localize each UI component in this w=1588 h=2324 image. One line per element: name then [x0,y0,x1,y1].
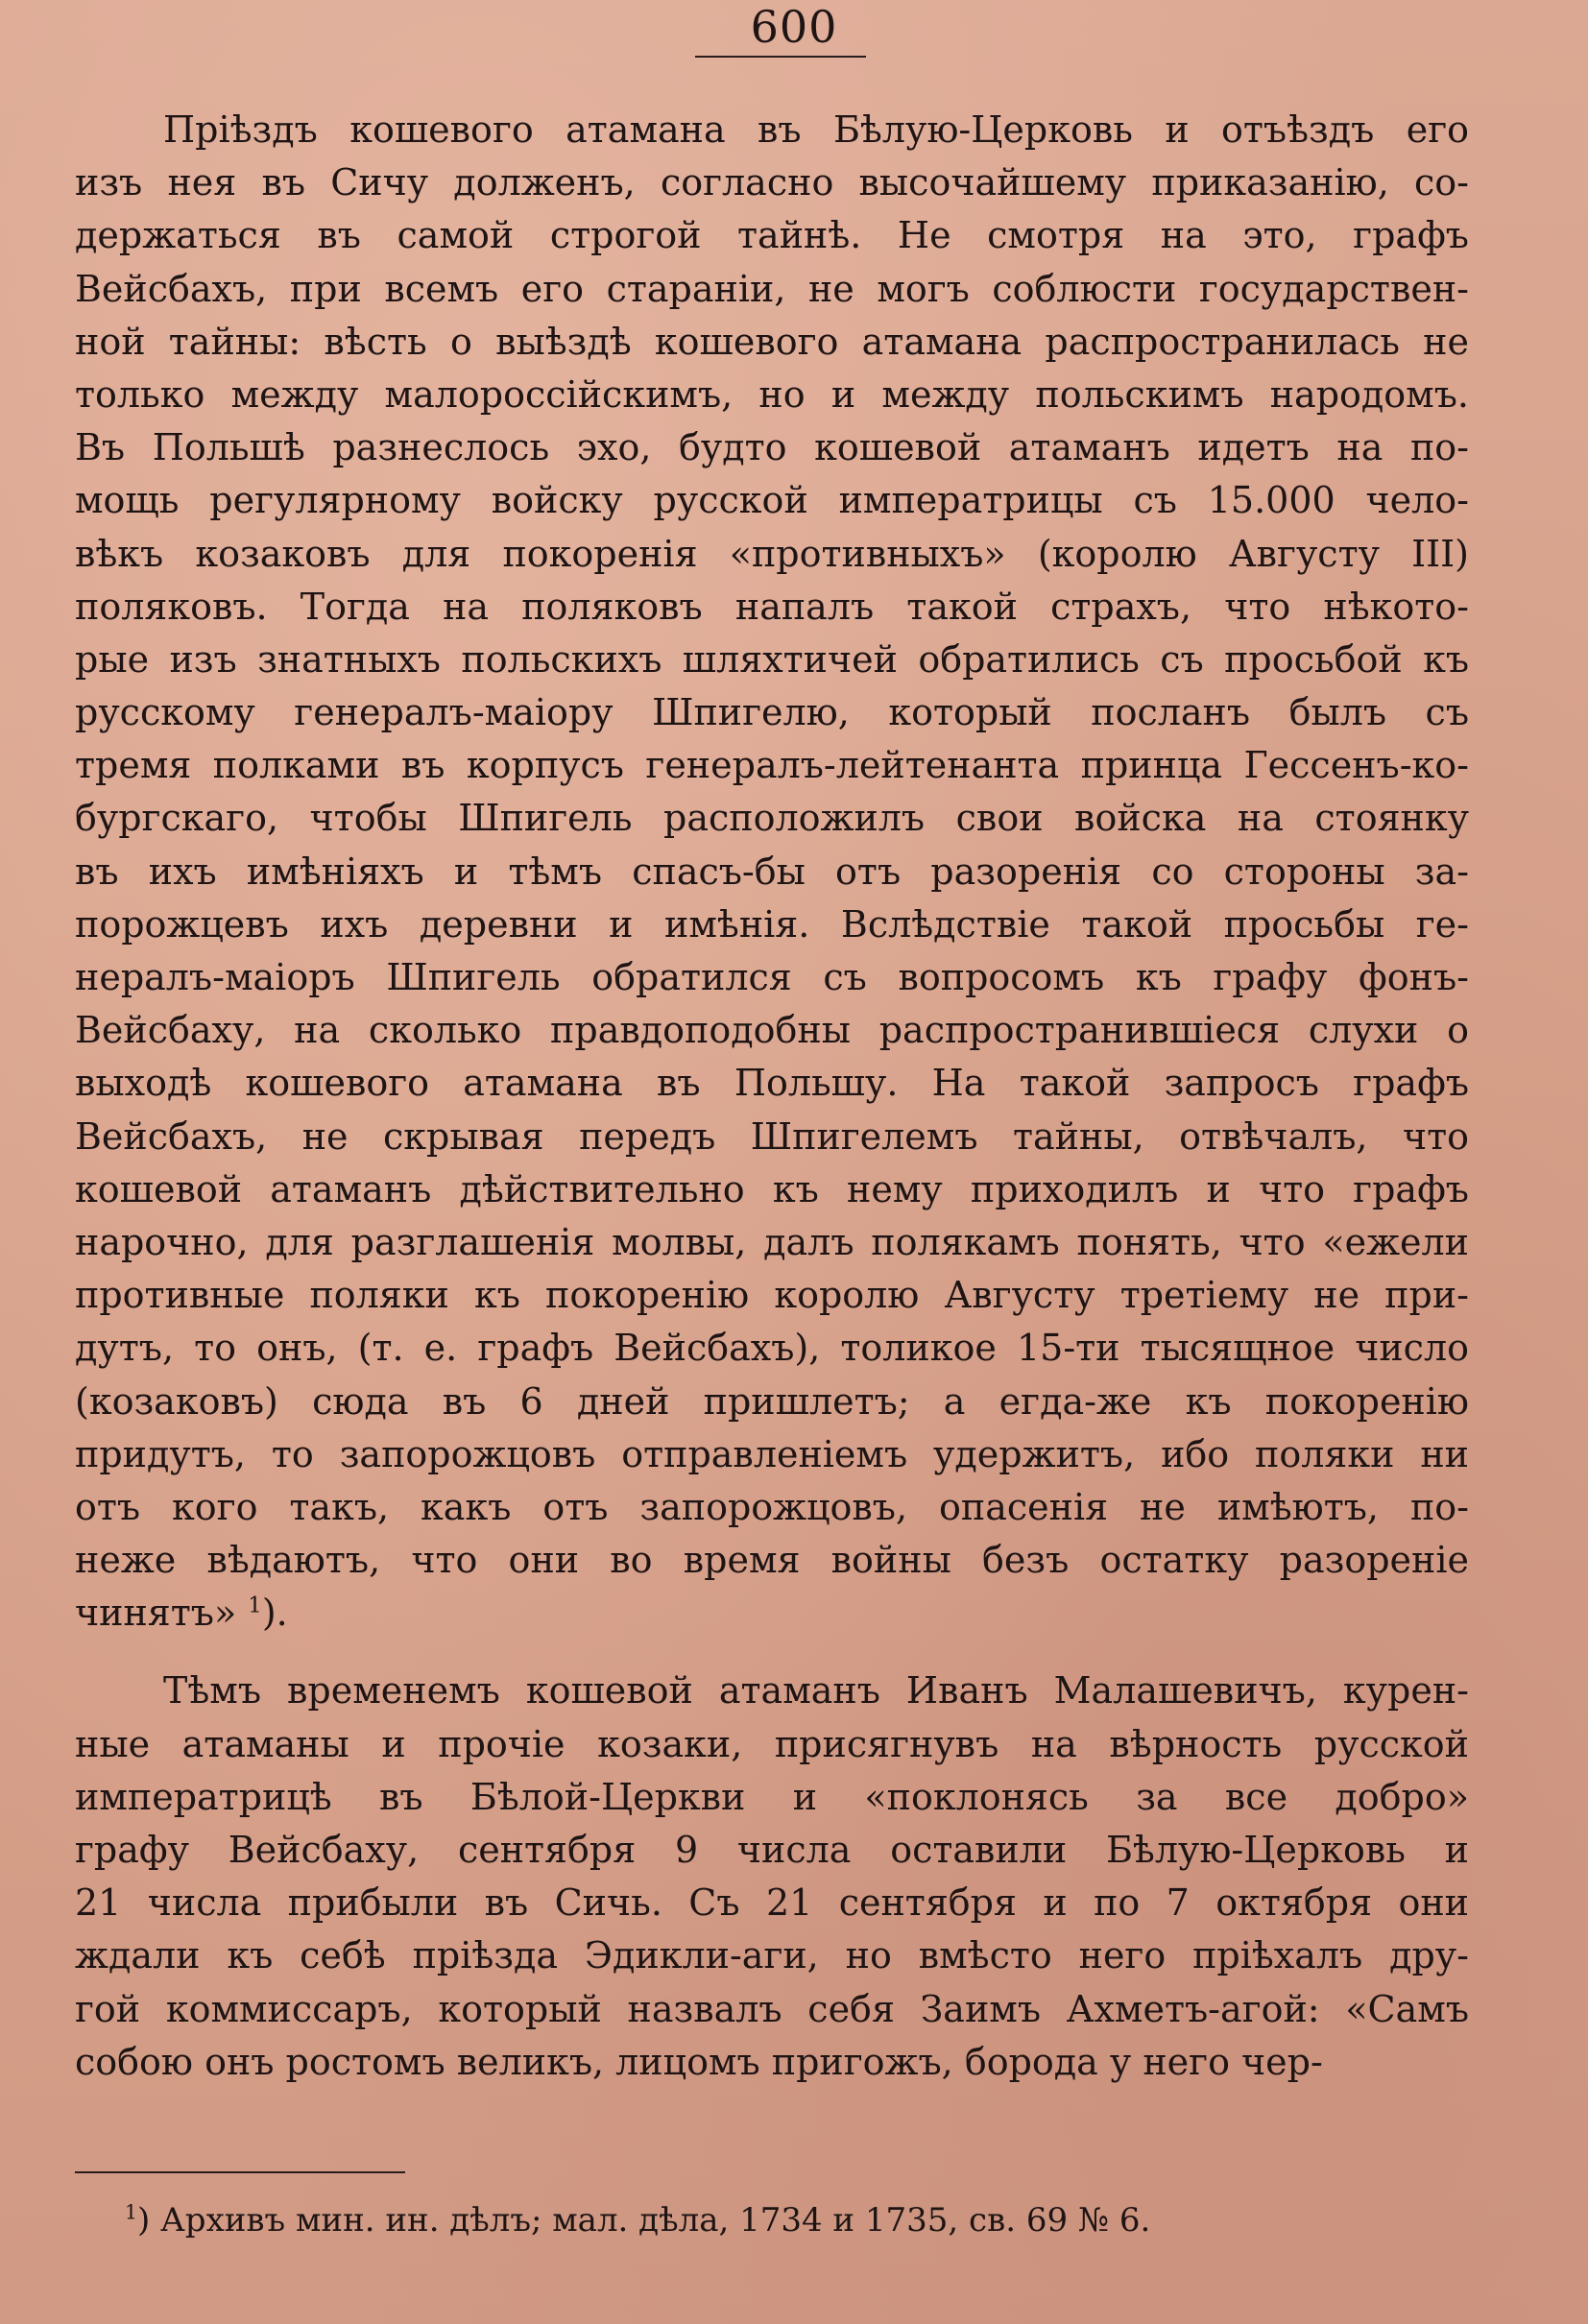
text-line: рые изъ знатныхъ польскихъ шляхтичей обратились съ просьбой къ [75,637,1469,681]
text-line: только между малороссійскимъ, но и между польскимъ народомъ. [75,372,1469,416]
text-line: нарочно, для разглашенія молвы, далъ полякамъ понять, что «ежели [75,1220,1469,1263]
text-line: ной тайны: вѣсть о выѣздѣ кошевого атамана распространилась не [75,320,1469,363]
text-line: Вейсбаху, на сколько правдоподобны распространившіеся слухи о [75,1009,1469,1052]
paragraph-1 [75,104,1469,1640]
footnote [125,2198,1150,2242]
text-line: Вейсбахъ, не скрывая передъ Шпигелемъ тайны, отвѣчалъ, что [75,1114,1469,1158]
paragraph-end-text: ). [261,1592,288,1635]
text-line: императрицѣ въ Бѣлой-Церкви и «поклонясь за все добро» [75,1775,1469,1818]
text-line: русскому генералъ-маіору Шпигелю, который посланъ былъ съ [75,691,1469,734]
body-text [75,104,1469,2089]
text-line: Пріѣздъ кошевого атамана въ Бѣлую-Церковь и отъѣздъ его [163,108,1469,151]
text-line: отъ кого такъ, какъ отъ запорожцовъ, опасенія не имѣютъ, по- [75,1485,1469,1528]
text-line: Вейсбахъ, при всемъ его стараніи, не могъ соблюсти государствен- [75,267,1469,310]
text-line: въ ихъ имѣніяхъ и тѣмъ спасъ-бы отъ разоренія со стороны за- [75,850,1469,893]
text-line: бургскаго, чтобы Шпигель расположилъ свои войска на стоянку [75,797,1469,840]
text-line: собою онъ ростомъ великъ, лицомъ пригожъ, борода у него чер- [75,2040,1323,2083]
text-line: (козаковъ) сюда въ 6 дней пришлетъ; а егда-же къ покоренію [75,1379,1469,1423]
text-line: держаться въ самой строгой тайнѣ. Не смотря на это, графъ [75,214,1469,257]
header-rule [695,56,866,58]
footnote-rule [75,2171,405,2173]
text-line: чинятъ» [75,1592,237,1635]
text-line: Тѣмъ временемъ кошевой атаманъ Иванъ Малашевичъ, курен- [163,1669,1469,1713]
text-line: мощь регулярному войску русской императрицы съ 15.000 чело- [75,479,1469,522]
footnote-text: ) Архивъ мин. ин. дѣлъ; мал. дѣла, 1734 и 1735, св. 69 № 6. [136,2201,1151,2240]
text-line: нералъ-маіоръ Шпигель обратился съ вопросомъ къ графу фонъ- [75,956,1469,998]
footnote-marker: 1 [125,2200,137,2224]
text-line: изъ нея въ Сичу долженъ, согласно высочайшему приказанію, со- [75,161,1469,204]
text-line: ждали къ себѣ пріѣзда Эдикли-аги, но вмѣсто него пріѣхалъ дру- [75,1934,1469,1977]
paragraph-spacer [75,1640,1469,1665]
text-line: 21 числа прибыли въ Сичь. Съ 21 сентября и по 7 октября они [75,1881,1469,1925]
text-line: гой коммиссаръ, который назвалъ себя Заимъ Ахметъ-агой: «Самъ [75,1987,1469,2030]
text-line: дутъ, то онъ, (т. е. графъ Вейсбахъ), толикое 15-ти тысящное число [75,1327,1469,1370]
paragraph-2 [75,1665,1469,2089]
text-line: графу Вейсбаху, сентября 9 числа оставили Бѣлую-Церковь и [75,1829,1469,1871]
text-line: Въ Польшѣ разнеслось эхо, будто кошевой атаманъ идетъ на по- [75,426,1469,469]
text-line: поляковъ. Тогда на поляковъ напалъ такой страхъ, что нѣкото- [75,585,1469,628]
text-line: неже вѣдаютъ, что они во время войны безъ остатку разореніе [75,1539,1469,1582]
text-line: кошевой атаманъ дѣйствительно къ нему приходилъ и что графъ [75,1167,1469,1210]
text-line: вѣкъ козаковъ для покоренія «противныхъ» (королю Августу III) [75,532,1469,575]
footnote-reference: 1 [248,1593,262,1618]
text-line: ные атаманы и прочіе козаки, присягнувъ на вѣрность русской [75,1722,1469,1765]
text-line: тремя полками въ корпусъ генералъ-лейтенанта принца Гессенъ-ко- [75,744,1469,787]
page-number: 600 [750,1,838,53]
text-line: выходѣ кошевого атамана въ Польшу. На такой запросъ графъ [75,1062,1469,1105]
text-line: придутъ, то запорожцовъ отправленіемъ удержитъ, ибо поляки ни [75,1432,1469,1475]
text-line [75,1587,1469,1640]
text-line: порожцевъ ихъ деревни и имѣнія. Вслѣдствіе такой просьбы ге- [75,902,1469,946]
text-line: противные поляки къ покоренію королю Августу третіему не при- [75,1274,1469,1317]
